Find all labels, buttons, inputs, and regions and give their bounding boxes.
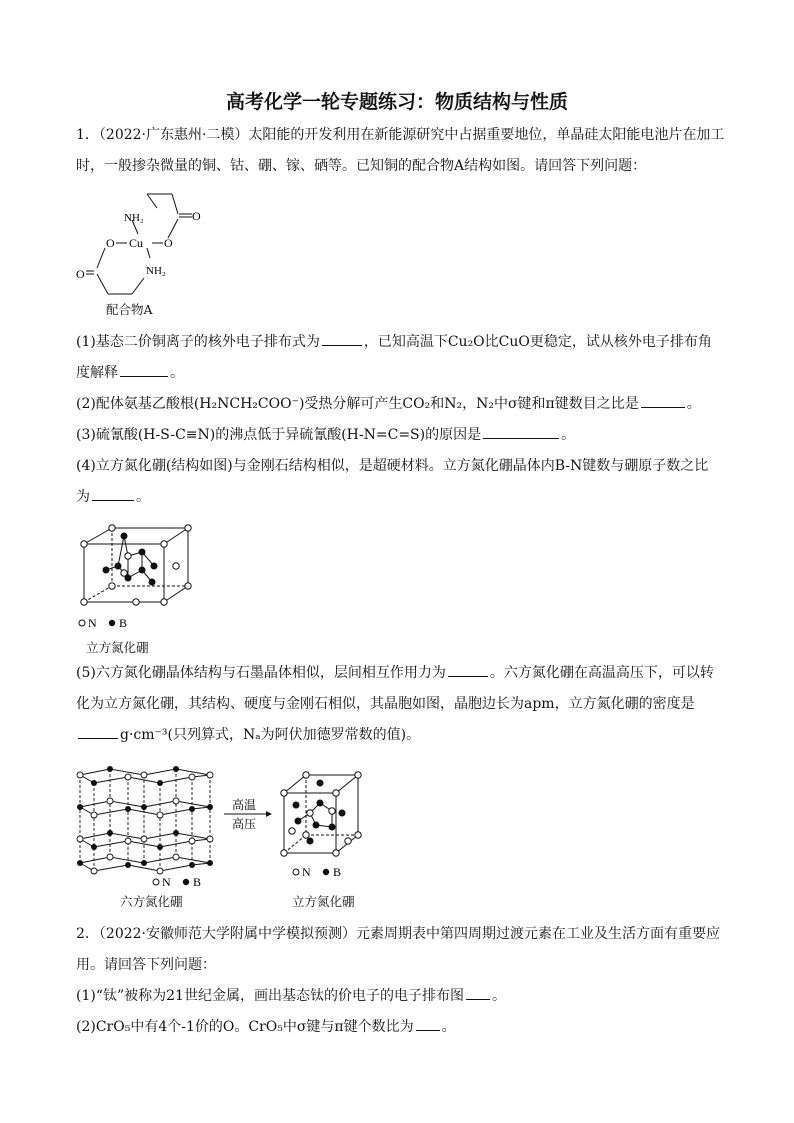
bond <box>97 248 105 268</box>
q1-part2 <box>76 389 716 420</box>
q1-part5-text-b: 。六方氮化硼在高温高压下，可以转 <box>489 665 714 681</box>
hexagonal-bn-legend <box>150 874 220 890</box>
q1-part5-text-a: (5)六方氮化硼晶体结构与石墨晶体相似，层间相互作用力为 <box>76 665 446 681</box>
q1-part1-text-d: 。 <box>170 365 184 381</box>
complex-a-structure <box>72 186 212 298</box>
q1-part5-line2: 化为立方氮化硼，其结构、硬度与金刚石相似，其晶胞如图，晶胞边长为apm，立方氮化硼的密度是 <box>76 696 695 712</box>
q1-part5-line3 <box>76 720 716 751</box>
legend-b-label: B <box>119 616 128 630</box>
q1-part4-line2 <box>76 482 716 513</box>
q1-parts-1-4 <box>76 327 716 513</box>
legend-b-label: B <box>193 875 202 889</box>
answer-blank <box>416 1016 440 1031</box>
q1-part1-line1 <box>76 327 716 358</box>
bond <box>97 274 108 294</box>
q2-intro-line2: 用。请回答下列问题： <box>76 957 216 973</box>
q2-part1-text-a: (1)“钛”被称为21世纪金属，画出基态钛的价电子的电子排布图 <box>76 988 464 1004</box>
arrow-head <box>266 811 272 817</box>
q2-part1 <box>76 981 716 1012</box>
q1-part4-text-a: 为 <box>76 489 90 505</box>
bond <box>147 194 157 208</box>
q1-part2-text-b: 。 <box>686 396 701 412</box>
hexagonal-to-cubic-bn-diagram <box>76 765 366 877</box>
cubic-bn-caption: 立方氮化硼 <box>86 640 149 655</box>
q2-part2-text-a: (2)CrO₅中有4个-1价的O。CrO₅中σ键与π键个数比为 <box>76 1019 414 1035</box>
q2-intro-line1: 2．（2022·安徽师范大学附属中学模拟预测）元素周期表中第四周期过渡元素在工业及生活方面有重要应 <box>76 926 720 942</box>
legend-b-label: B <box>333 865 342 879</box>
q1-intro-line1: 1．（2022·广东惠州·二模）太阳能的开发利用在新能源研究中占据重要地位，单晶硅太阳能电池片在加工 <box>76 127 725 143</box>
label-cu: Cu <box>129 236 144 250</box>
q1-part5-line1 <box>76 658 716 689</box>
q2 <box>76 919 720 1043</box>
label-nh2-top: NH₂ <box>124 212 144 224</box>
bond <box>132 278 144 294</box>
q1-intro-line2: 时，一般掺杂微量的铜、钴、硼、镓、硒等。已知铜的配合物A结构如图。请回答下列问题： <box>76 158 647 174</box>
q1-part4-line1: (4)立方氮化硼(结构如图)与金刚石结构相似，是超硬材料。立方氮化硼晶体内B-N键数与硼原子数之比 <box>76 458 709 474</box>
legend-n-label: N <box>302 865 311 879</box>
hexagonal-bn-caption: 六方氮化硼 <box>120 894 183 909</box>
arrow-label-high-pressure: 高压 <box>232 817 257 831</box>
q1-part5-text-c: g·cm⁻³(只列算式，Nₐ为阿伏加德罗常数的值)。 <box>120 727 421 743</box>
q2-part2 <box>76 1012 716 1043</box>
label-o-carbonyl-bottom: O <box>76 267 85 281</box>
q1-part1-text-a: (1)基态二价铜离子的核外电子排布式为 <box>76 334 320 350</box>
q1-part1-line2 <box>76 358 716 389</box>
q1-part1-text-c: 度解释 <box>76 365 118 381</box>
answer-blank <box>448 662 488 677</box>
q1-part3-text-b: 。 <box>561 427 576 443</box>
q1-part5 <box>76 658 716 751</box>
q1-intro <box>76 120 725 182</box>
boron-legend-marker <box>109 620 115 626</box>
q2-part1-text-b: 。 <box>491 988 506 1004</box>
page-title: 高考化学一轮专题练习：物质结构与性质 <box>225 91 568 113</box>
answer-blank <box>483 424 559 439</box>
legend-n-label: N <box>88 616 97 630</box>
q1-part4-text-b: 。 <box>136 489 150 505</box>
label-o-carbonyl-top: O <box>192 209 201 223</box>
answer-blank <box>92 486 134 501</box>
bond <box>147 248 150 258</box>
arrow-label-high-temp: 高温 <box>232 798 257 812</box>
q2-part2-text-b: 。 <box>441 1019 456 1035</box>
answer-blank <box>120 362 168 377</box>
label-nh2-bottom: NH₂ <box>146 265 166 277</box>
label-o-left: O <box>106 236 115 250</box>
cubic-bn-legend <box>290 864 360 880</box>
answer-blank <box>322 331 362 346</box>
answer-blank <box>78 724 118 739</box>
nitrogen-legend-marker <box>79 620 85 626</box>
complex-a-caption: 配合物A <box>106 302 153 317</box>
q1-part1-text-b: ，已知高温下Cu₂O比CuO更稳定，试从核外电子排布角 <box>363 334 712 350</box>
cubic-bn-crystal-diagram <box>76 522 196 634</box>
q1-part2-text-a: (2)配体氨基乙酸根(H₂NCH₂COO⁻)受热分解可产生CO₂和N₂，N₂中σ键和π键数目之比是 <box>76 396 639 412</box>
q1-part3 <box>76 420 716 451</box>
legend-n-label: N <box>162 875 171 889</box>
label-o-right: O <box>164 236 173 250</box>
answer-blank <box>641 393 685 408</box>
cubic-bn-caption-2: 立方氮化硼 <box>292 894 355 909</box>
bond <box>172 194 178 214</box>
answer-blank <box>466 985 490 1000</box>
q1-part3-text-a: (3)硫氰酸(H-S-C≡N)的沸点低于异硫氰酸(H-N=C=S)的原因是 <box>76 427 482 443</box>
